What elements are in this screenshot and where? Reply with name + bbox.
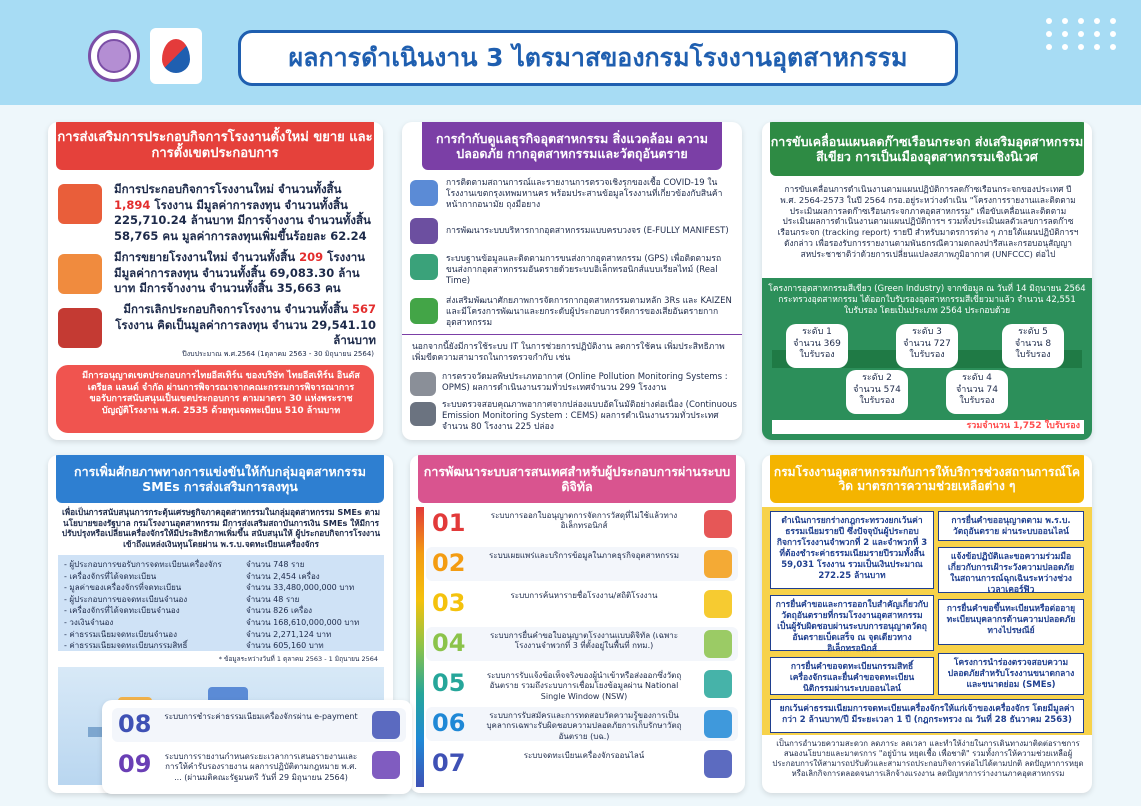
panel-title: การขับเคลื่อนแผนลดก๊าซเรือนกระจก ส่งเสริมอุตสาหกรรมสีเขียว การเป็นเมืองอุตสาหกรรมเชิงนิเวศ [770,122,1084,176]
measure-8: ยกเว้นค่าธรรมเนียมการจดทะเบียนเครื่องจักรให้แก่เจ้าของเครื่องจักร โดยมีมูลค่ากว่า 2 ล้านบาท/ปี มีระยะเวลา 1 ปี (กฎกระทรวง ณ วันที่ 28 ธันวาคม 2563) [770,699,1084,733]
panel-green-industry [762,122,1092,440]
list-item [426,507,738,541]
item-number: 04 [432,629,466,657]
waste-icon [410,218,438,244]
service-icon [704,630,732,658]
list-item [426,587,738,621]
measures-area [762,507,1092,735]
measure-2: การยื่นคำขออนุญาตตาม พ.ร.บ. วัตถุอันตราย ผ่านระบบออนไลน์ [938,511,1084,541]
table-row-label: - มูลค่าของเครื่องจักรที่จดทะเบียน [64,583,182,593]
color-strip [416,507,424,787]
item-number: 07 [432,749,466,777]
reg-item-1: การติดตามสถานการณ์และรายงานการตรวจเชิงรุกของเชื้อ COVID-19 ในโรงงานเขตกรุงเทพมหานคร พร้อมประสานข้อมูลโรงงานที่เกี่ยวข้องกับสินค้าหน้ากากอนามัย ถุงมือยาง [446,178,723,211]
table-row-label: - ค่าธรรมเนียมจดทะเบียนกรรมสิทธิ์ [64,641,188,651]
expansion-icon [58,254,102,294]
new-factory-text: มีการประกอบกิจการโรงงานใหม่ จำนวนทั้งสิ้น 1,894 โรงงาน มีมูลค่าการลงทุน จำนวนทั้งสิ้น 225,710.24 ล้านบาท มีการจ้างงาน จำนวนทั้งสิ้น 58,765 คน มูลค่าการลงทุนเพิ่มขึ้นร้อยละ 62.24 [114,182,371,243]
chimney-icon [410,372,436,396]
measure-5: การยื่นคำขอขึ้นทะเบียนหรือต่ออายุทะเบียนบุคลากรด้านความปลอดภัยทางไปรษณีย์ [938,599,1084,645]
level-5-badge: ระดับ 5 จำนวน 8 ใบรับรอง [1002,324,1064,368]
item-number: 08 [118,710,152,738]
item-number: 01 [432,509,466,537]
mask-icon [410,180,438,206]
closure-text: มีการเลิกประกอบกิจการโรงงาน จำนวนทั้งสิ้น 567 โรงงาน คิดเป็นมูลค่าการลงทุน จำนวน 29,541.10 ล้านบาท [115,302,376,348]
item-number: 06 [432,709,466,737]
green-cert-area [762,278,1092,440]
table-row-value: จำนวน 2,271,124 บาท [246,629,332,639]
highlight-box: มีการอนุญาตเขตประกอบการไทยอีสเทิร์น ของบริษัท ไทยอีสเทิร์น อินดัสเตรียล แลนด์ จำกัด ผ่านการพิจารณาจากคณะกรรมการพิจารณาการขอรับการสนับสนุนเป็นเขตประกอบการ ตามมาตรา 30 แห่งพระราชบัญญัติโรงงาน พ.ศ. 2535 ด้วยทุนจดทะเบียน 510 ล้านบาท [56,365,374,433]
table-row-value: จำนวน 168,610,000,000 บาท [246,618,360,627]
list-item [426,747,738,781]
smes-body: เพื่อเป็นการสนับสนุนการกระตุ้นเศรษฐกิจภาคอุตสาหกรรมในกลุ่มอุตสาหกรรม SMEs ตามนโยบายของรัฐบาล กรมโรงงานอุตสาหกรรม มีการส่งเสริมสถาบันการเงิน SMEs ให้มีการปรับปรุงหรือเปลี่ยนเครื่องจักรให้มีประสิทธิภาพเพิ่มขึ้น สนับสนุนให้ ผู้ประกอบกิจการโรงงานเข้าถึงแหล่งเงินทุนโดยผ่าน พ.ร.บ.จดทะเบียนเครื่องจักร [61,507,381,549]
item-text: ระบบจดทะเบียนเครื่องจักรออนไลน์ [523,751,645,760]
total-certs: รวมจำนวน 1,752 ใบรับรอง [772,420,1084,434]
measure-4: การยื่นคำขอและการออกใบสำคัญเกี่ยวกับวัตถุอันตรายที่กรมโรงงานอุตสาหกรรมเป็นผู้รับผิดชอบผ่านระบบการอนุญาตวัตถุอันตรายเบ็ดเสร็จ ณ จุดเดียวทางอิเล็กทรอนิกส์ [770,595,934,651]
level-3-badge: ระดับ 3 จำนวน 727 ใบรับรอง [896,324,958,368]
table-row-label: - ค่าธรรมเนียมจดทะเบียนจำนอง [64,629,177,639]
item-text: ระบบการยื่นคำขอใบอนุญาตโรงงานแบบดิจิทัล (เฉพาะโรงงานจำพวกที่ 3 ที่ตั้งอยู่ในพื้นที่ กทม.) [489,631,679,651]
table-row-value: จำนวน 48 ราย [246,594,300,604]
table-row-value: จำนวน 826 เครื่อง [246,606,313,616]
service-icon [704,710,732,738]
table-row-label: - เครื่องจักรที่ได้จดทะเบียน [64,571,157,581]
table-row-value: จำนวน 605,160 บาท [246,641,324,651]
gps-map-icon [410,254,438,280]
panel-title: กรมโรงงานอุตสาหกรรมกับการให้บริการช่วงสถานการณ์โควิด มาตรการความช่วยเหลือต่าง ๆ [770,455,1084,503]
diw-logo [150,28,202,84]
item-text: ระบบการรับสมัครและการทดสอบวัดความรู้ของการเป็นบุคลากรเฉพาะรับผิดชอบความปลอดภัยการเก็บรักษาวัตถุอันตราย (บฉ.) [486,711,682,741]
reg-item-3: ระบบฐานข้อมูลและติดตามการขนส่งกากอุตสาหกรรม (GPS) เพื่อติดตามรถขนส่งกากอุตสาหกรรมอันตรายด้วยระบบอิเล็กทรอนิกส์แบบเรียลไทม์ (Real Time) [446,254,722,287]
list-item [426,627,738,661]
divider [402,334,742,335]
panel-title: การเพิ่มศักยภาพทางการแข่งขันให้กับกลุ่มอุตสาหกรรม SMEs การส่งเสริมการลงทุน [56,455,384,503]
panel-regulation [402,122,742,440]
smes-note: * ข้อมูลระหว่างวันที่ 1 ตุลาคม 2563 - 1 มิถุนายน 2564 [218,655,378,663]
item-text: ระบบการค้นหารายชื่อโรงงาน/สถิติโรงงาน [510,591,658,600]
service-icon [704,590,732,618]
panel-title: การส่งเสริมการประกอบกิจการโรงงานตั้งใหม่ ขยาย และการตั้งเขตประกอบการ [56,122,374,170]
covid-footer: เป็นการอำนวยความสะดวก ลดภาระ ลดเวลา และทำให้ง่ายในการเดินทางมาติดต่อราชการ สนองนโยบายและมาตรการ "อยู่บ้าน หยุดเชื้อ เพื่อชาติ" รวมทั้งการให้ความช่วยเหลือผู้ประกอบการให้สามารถปรับตัวและสามารถประกอบกิจการต่อไปได้ตามปกติ ลดปัญหาการหยุด หรือเลิกกิจการตลอดจนการเลิกจ้างแรงงาน ลดปัญหาการว่างงานภาคอุตสาหกรรม [772,739,1084,779]
decorative-dots [1046,18,1119,50]
measure-3: แจ้งข้อปฏิบัติและขอความร่วมมือเกี่ยวกับการเฝ้าระวังความปลอดภัยในสถานการณ์ฉุกเฉินระหว่างช่วงเวลาเคอร์ฟิว [938,547,1084,593]
table-row-label: - ผู้ประกอบการขอรับการจดทะเบียนเครื่องจักร [64,560,222,569]
closed-factory-icon [58,308,102,348]
ministry-logo [88,30,140,82]
list-item [112,708,406,742]
it-cems: ระบบตรวจสอบคุณภาพอากาศจากปล่องแบบอัตโนมัติอย่างต่อเนื่อง (Continuous Emission Monitoring System : CEMS) ผลการดำเนินงานรวมทั่วประเทศ จำนวน 80 โรงงาน 225 ปล่อง [442,400,737,433]
level-1-badge: ระดับ 1 จำนวน 369 ใบรับรอง [786,324,848,368]
table-row-value: จำนวน 2,454 เครื่อง [246,571,320,581]
table-row-label: - เครื่องจักรที่ได้จดทะเบียนจำนอง [64,606,180,616]
period-note: ปีงบประมาณ พ.ศ.2564 (1ตุลาคม 2563 - 30 มิถุนายน 2564) [182,350,374,358]
page-title: ผลการดำเนินงาน 3 ไตรมาสของกรมโรงงานอุตสาหกรรม [238,30,958,86]
panel-title: การพัฒนาระบบสารสนเทศสำหรับผู้ประกอบการผ่านระบบดิจิทัล [418,455,736,503]
panel-title: การกำกับดูแลธุรกิจอุตสาหกรรม สิ่งแวดล้อม ความปลอดภัย กากอุตสาหกรรมและวัตถุอันตราย [422,122,722,170]
service-icon [704,550,732,578]
panel-digital [410,455,745,793]
recycle-icon [410,298,438,324]
green-text: โครงการอุตสาหกรรมสีเขียว (Green Industry) จากข้อมูล ณ วันที่ 14 มิถุนายน 2564 กระทรวงอุตสาหกรรม ได้ออกใบรับรองอุตสาหกรรมสีเขียวมาแล้ว จำนวน 42,551 ใบรับรอง โดยเป็นประเภท 2564 ประกอบด้วย [768,284,1086,317]
item-number: 03 [432,589,466,617]
measure-1: ดำเนินการยกร่างกฎกระทรวงยกเว้นค่าธรรมเนียมรายปี ซึ่งปัจจุบันผู้ประกอบกิจการโรงงานจำพวกที่ 2 และจำพวกที่ 3 ที่ต้องชำระค่าธรรมเนียมรายปีรวมทั้งสิ้น 59,031 โรงงาน รวมเป็นเงินประมาณ 272.25 ล้านบาท [770,511,934,589]
ghg-body: การขับเคลื่อนการดำเนินงานตามแผนปฏิบัติการลดก๊าซเรือนกระจกของประเทศ ปี พ.ศ. 2564-2573 ในปี 2564 กรอ.อยู่ระหว่างดำเนิน "โครงการรายงานและติดตามประเมินผลการลดก๊าซเรือนกระจกภาคอุตสาหกรรม" เพื่อขับเคลื่อนและติดตามประเมินผลการดำเนินงานตามแผนปฏิบัติการฯ รวมทั้งประเมินผลตัวเลขการลดก๊าซเรือนกระจก (tracking report) รายปี สำหรับมาตรการต่าง ๆ ภายใต้แผนปฏิบัติการฯ ดังกล่าว เพื่อรองรับการรายงานตามพันธกรณีความตกลงปารีสและกรอบอนุสัญญาสหประชาชาติว่าด้วยการเปลี่ยนแปลงสภาพภูมิอากาศ (UNFCCC) ต่อไป [777,184,1079,259]
item-number: 02 [432,549,466,577]
service-icon [372,751,400,779]
level-4-badge: ระดับ 4 จำนวน 74 ใบรับรอง [946,370,1008,414]
item-text: ระบบการชำระค่าธรรมเนียมเครื่องจักรผ่าน e-payment [164,712,358,721]
panel-covid [762,455,1092,793]
item-text: ระบบการรับแจ้งข้อเท็จจริงของผู้นำเข้าหรือส่งออกซึ่งวัตถุอันตราย รวมถึงระบบการเชื่อมโยงข้อมูลผ่าน National Single Window (NSW) [486,671,682,701]
table-row-label: - วงเงินจำนอง [64,618,114,627]
list-item [426,667,738,701]
it-intro: นอกจากนี้ยังมีการใช้ระบบ IT ในการช่วยการปฏิบัติงาน ลดการใช้คน เพิ่มประสิทธิภาพ เพิ่มขีดความสามารถในการตรวจกำกับ เช่น [412,342,725,364]
factory-icon [58,184,102,224]
service-icon [372,711,400,739]
panel-factory-promotion [48,122,383,440]
service-icon [704,750,732,778]
table-row-value: จำนวน 33,480,000,000 บาท [246,583,355,593]
measure-7: โครงการนำร่องตรวจสอบความปลอดภัยสำหรับโรงงานขนาดกลางและขนาดย่อม (SMEs) [938,653,1084,695]
item-number: 05 [432,669,466,697]
level-2-badge: ระดับ 2 จำนวน 574 ใบรับรอง [846,370,908,414]
table-row-label: - ผู้ประกอบการขอจดทะเบียนจำนอง [64,594,188,604]
reg-item-4: ส่งเสริมพัฒนาศักยภาพการจัดการกากอุตสาหกรรมตามหลัก 3Rs และ KAIZEN และมีโครงการพัฒนาและยกระดับผู้ประกอบการจัดการของเสียอันตรายกากอุตสาหกรรม [446,296,732,329]
measure-6: การยื่นคำขอจดทะเบียนกรรมสิทธิ์เครื่องจักรและยื่นคำขอจดทะเบียนนิติกรรมผ่านระบบออนไลน์ [770,657,934,695]
item-text: ระบบการรายงานกำหนดระยะเวลาการเสนอรายงานและการให้คำรับรองรายงาน ผลการปฏิบัติตามกฎหมาย พ.ศ. ... (ผ่านมติคณะรัฐมนตรี วันที่ 29 มิถุนายน 2564) [164,752,358,782]
list-item [426,547,738,581]
list-item [112,748,406,782]
expansion-text: มีการขยายโรงงานใหม่ จำนวนทั้งสิ้น 209 โรงงาน มีมูลค่าการลงทุน จำนวนทั้งสิ้น 69,083.30 ล้านบาท มีการจ้างงาน จำนวนทั้งสิ้น 35,663 คน [114,250,366,296]
service-icon [704,670,732,698]
emission-icon [410,402,436,426]
item-text: ระบบการออกใบอนุญาตการจัดการวัสดุที่ไม่ใช้แล้วทางอิเล็กทรอนิกส์ [490,511,678,531]
reg-item-2: การพัฒนาระบบบริหารกากอุตสาหกรรมแบบครบวงจร (E-FULLY MANIFEST) [446,226,729,236]
item-text: ระบบเผยแพร่และบริการข้อมูลในภาคธุรกิจอุตสาหกรรม [489,551,679,560]
service-icon [704,510,732,538]
table-row-value: จำนวน 748 ราย [246,560,305,569]
list-item [426,707,738,741]
it-opms: การตรวจวัดมลพิษประเภทอากาศ (Online Pollution Monitoring Systems : OPMS) ผลการดำเนินงานรวมทั่วประเทศจำนวน 299 โรงงาน [442,372,728,394]
item-number: 09 [118,750,152,778]
